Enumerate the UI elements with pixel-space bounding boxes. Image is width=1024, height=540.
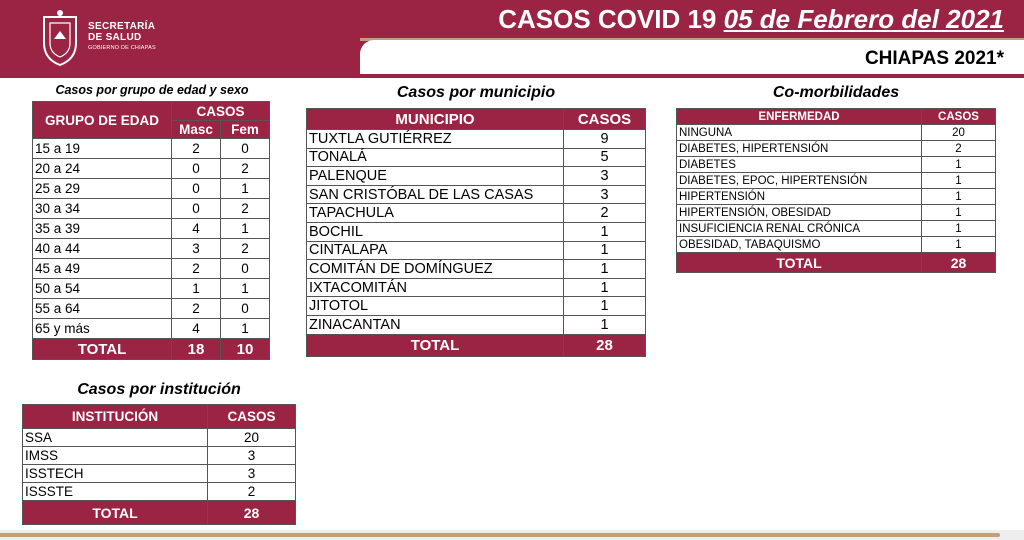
age-col-group: GRUPO DE EDAD — [33, 102, 172, 139]
mun-cell-cases: 1 — [564, 315, 646, 334]
inst-col-cases: CASOS — [208, 405, 296, 429]
mun-cell-cases: 1 — [564, 297, 646, 316]
age-col-masc: Masc — [172, 121, 221, 139]
age-cell-masc: 2 — [172, 299, 221, 319]
mun-cell-cases: 3 — [564, 185, 646, 204]
inst-total-label: TOTAL — [23, 501, 208, 525]
age-col-cases: CASOS — [172, 102, 270, 121]
age-cell-masc: 1 — [172, 279, 221, 299]
age-row — [33, 239, 270, 259]
age-cell-fem: 2 — [221, 199, 270, 219]
mun-total-value: 28 — [564, 334, 646, 356]
com-cell-name: INSUFICIENCIA RENAL CRÓNICA — [677, 221, 922, 237]
mun-cell-name: TONALÁ — [307, 148, 564, 167]
com-cell-cases: 1 — [922, 237, 996, 253]
mun-cell-cases: 1 — [564, 222, 646, 241]
institution-table — [22, 404, 296, 525]
inst-row — [23, 447, 296, 465]
logo-line-3: GOBIERNO DE CHIAPAS — [88, 45, 156, 51]
age-total-masc: 18 — [172, 339, 221, 360]
mun-cell-cases: 1 — [564, 260, 646, 279]
com-cell-cases: 1 — [922, 205, 996, 221]
age-row — [33, 279, 270, 299]
municipality-table-caption: Casos por municipio — [396, 84, 556, 101]
inst-total-value: 28 — [208, 501, 296, 525]
mun-cell-cases: 5 — [564, 148, 646, 167]
com-total-label: TOTAL — [677, 253, 922, 273]
com-row — [677, 157, 996, 173]
mun-cell-cases: 1 — [564, 241, 646, 260]
age-cell-masc: 0 — [172, 199, 221, 219]
age-cell-masc: 0 — [172, 179, 221, 199]
age-row — [33, 259, 270, 279]
age-cell-fem: 1 — [221, 219, 270, 239]
mun-cell-name: SAN CRISTÓBAL DE LAS CASAS — [307, 185, 564, 204]
com-cell-name: NINGUNA — [677, 125, 922, 141]
age-table-caption: Casos por grupo de edad y sexo — [55, 83, 249, 97]
footer-gold-line — [0, 533, 1000, 537]
mun-row — [307, 130, 646, 149]
coat-of-arms-icon — [40, 9, 80, 67]
mun-cell-name: ZINACANTAN — [307, 315, 564, 334]
age-total-label: TOTAL — [33, 339, 172, 360]
age-cell-masc: 4 — [172, 219, 221, 239]
com-cell-name: DIABETES, EPOC, HIPERTENSIÓN — [677, 173, 922, 189]
inst-cell-cases: 3 — [208, 465, 296, 483]
title-main: CASOS COVID 19 — [498, 4, 717, 34]
com-row — [677, 221, 996, 237]
com-cell-name: OBESIDAD, TABAQUISMO — [677, 237, 922, 253]
mun-cell-name: TAPACHULA — [307, 204, 564, 223]
mun-row — [307, 185, 646, 204]
inst-col-name: INSTITUCIÓN — [23, 405, 208, 429]
logo-text — [88, 22, 156, 52]
mun-cell-cases: 9 — [564, 130, 646, 149]
inst-cell-cases: 20 — [208, 429, 296, 447]
com-cell-cases: 1 — [922, 189, 996, 205]
comorbidity-table-caption: Co-morbilidades — [772, 84, 900, 101]
com-cell-cases: 1 — [922, 173, 996, 189]
age-row — [33, 199, 270, 219]
com-total-value: 28 — [922, 253, 996, 273]
com-cell-cases: 20 — [922, 125, 996, 141]
inst-cell-cases: 2 — [208, 483, 296, 501]
mun-row — [307, 278, 646, 297]
com-col-name: ENFERMEDAD — [677, 109, 922, 125]
mun-row — [307, 222, 646, 241]
logo-line-1: SECRETARÍA — [88, 21, 156, 32]
age-cell-group: 30 a 34 — [33, 199, 172, 219]
age-row — [33, 179, 270, 199]
age-cell-fem: 0 — [221, 259, 270, 279]
mun-col-name: MUNICIPIO — [307, 109, 564, 130]
mun-cell-cases: 3 — [564, 167, 646, 186]
com-cell-cases: 1 — [922, 157, 996, 173]
age-row — [33, 159, 270, 179]
com-cell-name: HIPERTENSIÓN — [677, 189, 922, 205]
age-cell-masc: 3 — [172, 239, 221, 259]
age-cell-group: 45 a 49 — [33, 259, 172, 279]
age-cell-masc: 2 — [172, 139, 221, 159]
com-cell-name: DIABETES, HIPERTENSIÓN — [677, 141, 922, 157]
age-col-fem: Fem — [221, 121, 270, 139]
inst-cell-name: ISSTECH — [23, 465, 208, 483]
com-cell-cases: 1 — [922, 221, 996, 237]
mun-row — [307, 148, 646, 167]
mun-row — [307, 167, 646, 186]
mun-cell-name: BOCHIL — [307, 222, 564, 241]
state-label: CHIAPAS 2021* — [864, 48, 1004, 69]
inst-cell-cases: 3 — [208, 447, 296, 465]
mun-col-cases: CASOS — [564, 109, 646, 130]
mun-cell-cases: 2 — [564, 204, 646, 223]
mun-row — [307, 241, 646, 260]
mun-cell-name: TUXTLA GUTIÉRREZ — [307, 130, 564, 149]
com-row — [677, 205, 996, 221]
inst-row — [23, 465, 296, 483]
age-cell-group: 20 a 24 — [33, 159, 172, 179]
mun-cell-name: CINTALAPA — [307, 241, 564, 260]
inst-cell-name: SSA — [23, 429, 208, 447]
com-cell-name: HIPERTENSIÓN, OBESIDAD — [677, 205, 922, 221]
com-row — [677, 125, 996, 141]
com-row — [677, 189, 996, 205]
com-row — [677, 237, 996, 253]
inst-cell-name: ISSSTE — [23, 483, 208, 501]
mun-cell-name: IXTACOMITÁN — [307, 278, 564, 297]
mun-row — [307, 297, 646, 316]
mun-cell-name: PALENQUE — [307, 167, 564, 186]
age-table — [32, 101, 270, 360]
com-row — [677, 141, 996, 157]
age-cell-masc: 2 — [172, 259, 221, 279]
mun-cell-cases: 1 — [564, 278, 646, 297]
age-cell-group: 55 a 64 — [33, 299, 172, 319]
comorbidity-table — [676, 108, 996, 273]
age-row — [33, 219, 270, 239]
mun-row — [307, 315, 646, 334]
age-cell-group: 40 a 44 — [33, 239, 172, 259]
age-cell-group: 35 a 39 — [33, 219, 172, 239]
logo-line-2: DE SALUD — [88, 31, 142, 43]
age-total-fem: 10 — [221, 339, 270, 360]
inst-cell-name: IMSS — [23, 447, 208, 465]
age-cell-fem: 1 — [221, 179, 270, 199]
page-title — [498, 4, 1004, 35]
com-cell-cases: 2 — [922, 141, 996, 157]
age-cell-masc: 0 — [172, 159, 221, 179]
age-row — [33, 139, 270, 159]
age-cell-group: 25 a 29 — [33, 179, 172, 199]
title-date: 05 de Febrero del 2021 — [723, 4, 1004, 34]
age-cell-fem: 2 — [221, 239, 270, 259]
com-col-cases: CASOS — [922, 109, 996, 125]
mun-total-label: TOTAL — [307, 334, 564, 356]
age-cell-fem: 1 — [221, 279, 270, 299]
age-cell-fem: 2 — [221, 159, 270, 179]
mun-cell-name: JITOTOL — [307, 297, 564, 316]
mun-row — [307, 204, 646, 223]
institution-table-caption: Casos por institución — [77, 381, 241, 398]
age-row — [33, 299, 270, 319]
age-cell-fem: 0 — [221, 139, 270, 159]
age-cell-fem: 1 — [221, 319, 270, 339]
mun-cell-name: COMITÁN DE DOMÍNGUEZ — [307, 260, 564, 279]
mun-row — [307, 260, 646, 279]
inst-row — [23, 483, 296, 501]
inst-row — [23, 429, 296, 447]
age-row — [33, 319, 270, 339]
age-cell-fem: 0 — [221, 299, 270, 319]
age-cell-group: 15 a 19 — [33, 139, 172, 159]
age-cell-masc: 4 — [172, 319, 221, 339]
com-row — [677, 173, 996, 189]
municipality-table — [306, 108, 646, 357]
age-cell-group: 65 y más — [33, 319, 172, 339]
com-cell-name: DIABETES — [677, 157, 922, 173]
age-cell-group: 50 a 54 — [33, 279, 172, 299]
